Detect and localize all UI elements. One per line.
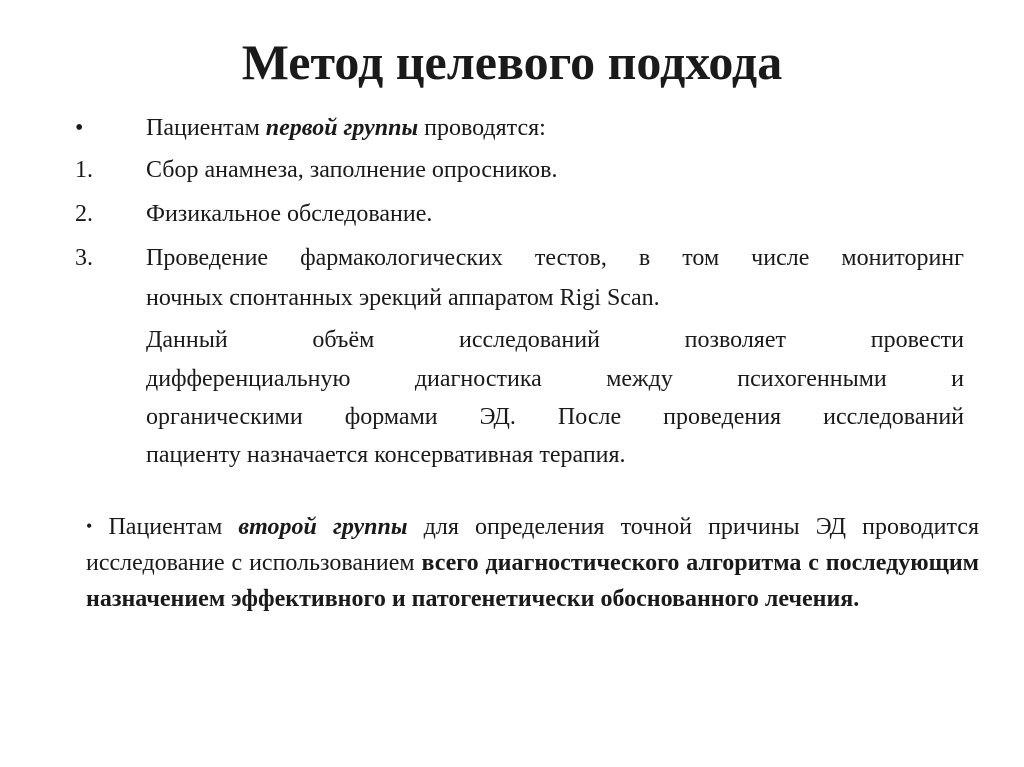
group2-paragraph: [86, 508, 979, 617]
group2-text-before: Пациентам: [92, 514, 239, 540]
list-marker: 2.: [75, 201, 93, 227]
summary-line: дифференциальную диагностика между психогенными и: [146, 366, 964, 392]
summary-line: пациенту назначается консервативная терапия.: [146, 442, 626, 468]
list-item-line: Проведение фармакологических тестов, в том числе мониторинг: [146, 245, 964, 271]
list-marker: 3.: [75, 245, 93, 271]
group2-text-mid: для определения точной причины ЭД проводится исследование с использованием: [86, 514, 979, 576]
group1-lead-emphasis: первой группы: [265, 115, 419, 141]
group1-lead-before: Пациентам: [146, 115, 266, 141]
list-item: Сбор анамнеза, заполнение опросников.: [146, 157, 558, 183]
list-marker: 1.: [75, 157, 93, 183]
group1-lead: [146, 112, 964, 144]
slide-title: Метод целевого подхода: [241, 34, 783, 90]
list-item-line: ночных спонтанных эрекций аппаратом Rigi Scan.: [146, 285, 660, 311]
bullet-marker: •: [75, 115, 84, 141]
group1-lead-after: проводятся:: [418, 115, 546, 141]
bullet-marker: •: [86, 516, 93, 536]
group2-emphasis: второй группы: [238, 514, 408, 540]
summary-line: Данный объём исследований позволяет провести: [146, 327, 964, 353]
list-item: Физикальное обследование.: [146, 201, 433, 227]
group2-bold: всего диагностического алгоритма с последующим назначением эффективного и патогенетически обоснованного лечения.: [86, 550, 980, 612]
summary-line: органическими формами ЭД. После проведения исследований: [146, 404, 964, 430]
